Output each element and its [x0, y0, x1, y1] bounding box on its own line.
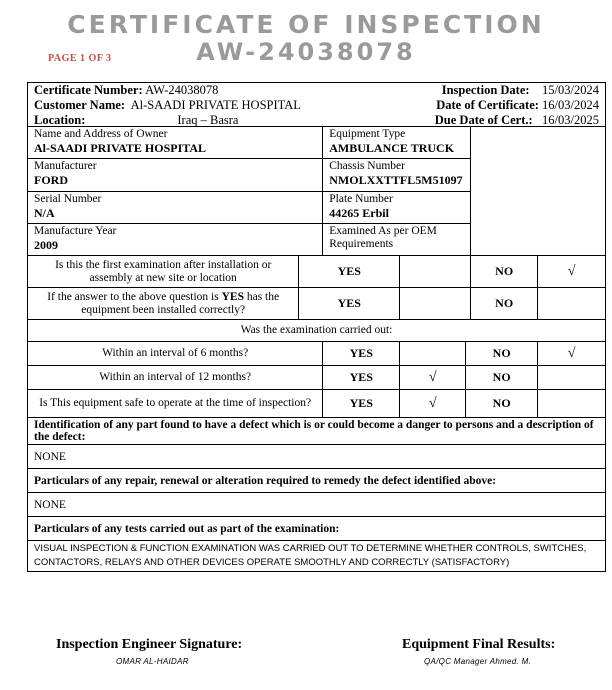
- certificate-title: CERTIFICATE OF INSPECTION: [67, 10, 545, 39]
- year-value: 2009: [34, 238, 58, 252]
- customer-value: Al-SAADI PRIVATE HOSPITAL: [130, 98, 301, 112]
- manager-signature: QA/QC Manager Ahmed. M.: [424, 657, 532, 666]
- certificate-date-value: 16/03/2024: [542, 98, 599, 112]
- check-mark: √: [538, 342, 606, 366]
- customer-label: Customer Name:: [34, 98, 126, 112]
- plate-label: Plate Number: [329, 193, 393, 205]
- tests-heading: Particulars of any tests carried out as part of the examination:: [28, 517, 606, 541]
- repair-value: NONE: [28, 493, 606, 517]
- answer-no: NO: [471, 288, 538, 320]
- defect-heading: Identification of any part found to have a defect which is or could become a danger to persons and a description of the defect:: [28, 418, 606, 445]
- answer-no: NO: [471, 256, 538, 288]
- cert-no-label: Certificate Number:: [34, 83, 143, 97]
- final-results-label: Equipment Final Results:: [402, 637, 556, 652]
- answer-yes: YES: [299, 288, 400, 320]
- answer-yes: YES: [323, 390, 400, 418]
- question-12-months: Within an interval of 12 months?: [28, 366, 323, 390]
- manufacturer-value: FORD: [34, 173, 68, 187]
- question-first-exam: Is this the first examination after installation or assembly at new site or location: [28, 256, 299, 288]
- due-date-label: Due Date of Cert.:: [434, 113, 533, 127]
- page-indicator: PAGE 1 OF 3: [48, 53, 112, 64]
- carried-out-heading: Was the examination carried out:: [28, 320, 606, 342]
- manufacturer-label: Manufacturer: [34, 160, 97, 172]
- location-label: Location:: [34, 113, 86, 127]
- answer-yes: YES: [323, 366, 400, 390]
- examined-label: Examined As per OEM Requirements: [329, 225, 437, 250]
- check-mark: √: [538, 256, 606, 288]
- engineer-signature-label: Inspection Engineer Signature:: [56, 637, 243, 652]
- question-installed-correctly: If the answer to the above question is YES has the equipment been installed correctly?: [28, 288, 299, 320]
- serial-label: Serial Number: [34, 193, 102, 205]
- repair-heading: Particulars of any repair, renewal or alteration required to remedy the defect identified above:: [28, 469, 606, 493]
- owner-value: Al-SAADI PRIVATE HOSPITAL: [34, 141, 207, 155]
- answer-yes: YES: [323, 342, 400, 366]
- chassis-label: Chassis Number: [329, 160, 405, 172]
- inspection-table: [27, 126, 606, 572]
- owner-label: Name and Address of Owner: [34, 128, 168, 140]
- serial-value: N/A: [34, 206, 55, 220]
- plate-value: 44265 Erbil: [329, 206, 389, 220]
- answer-no: NO: [466, 390, 538, 418]
- question-safe-to-operate: Is This equipment safe to operate at the time of inspection?: [28, 390, 323, 418]
- chassis-value: NMOLXXTTFL5M51097: [329, 173, 463, 187]
- answer-no: NO: [466, 342, 538, 366]
- equipment-type-value: AMBULANCE TRUCK: [329, 141, 455, 155]
- answer-no: NO: [466, 366, 538, 390]
- location-value: Iraq – Basra: [177, 113, 239, 127]
- year-label: Manufacture Year: [34, 225, 117, 237]
- check-mark: √: [400, 366, 466, 390]
- inspection-date-label: Inspection Date:: [441, 83, 530, 97]
- answer-yes: YES: [299, 256, 400, 288]
- cert-no-value: AW-24038078: [145, 83, 219, 97]
- tests-value: VISUAL INSPECTION & FUNCTION EXAMINATION WAS CARRIED OUT TO DETERMINE WHETHER CONTROLS, SWITCHES, CONTACTORS, RELAYS AND OTHER DEVICES OPERATE SMOOTHLY AND CORRECTLY (SATISFACTORY): [28, 541, 606, 572]
- header-block: [27, 82, 606, 128]
- due-date-value: 16/03/2025: [542, 113, 599, 127]
- check-mark: √: [400, 390, 466, 418]
- inspection-date-value: 15/03/2024: [542, 83, 599, 97]
- certificate-date-label: Date of Certificate:: [436, 98, 539, 112]
- question-6-months: Within an interval of 6 months?: [28, 342, 323, 366]
- certificate-id-title: AW-24038078: [196, 38, 416, 66]
- defect-value: NONE: [28, 445, 606, 469]
- engineer-signature: OMAR AL-HAIDAR: [116, 657, 189, 666]
- equipment-type-label: Equipment Type: [329, 128, 406, 140]
